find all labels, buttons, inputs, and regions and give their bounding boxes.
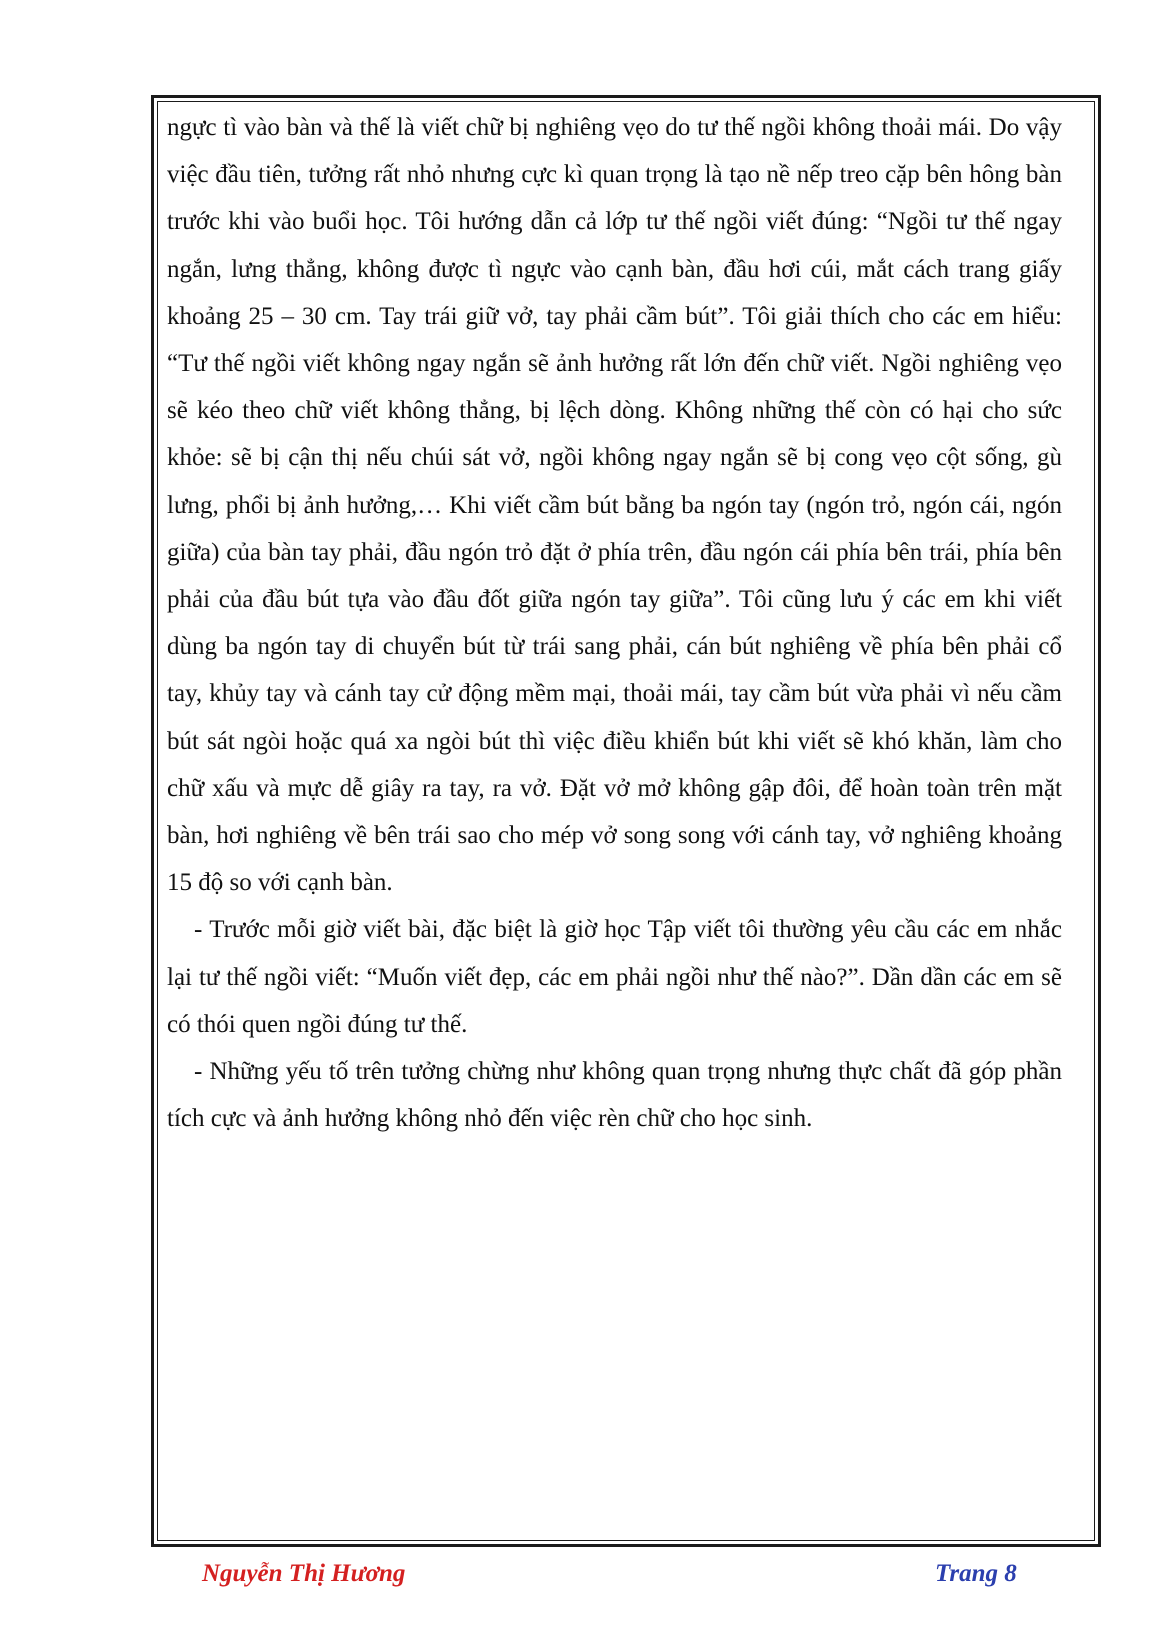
paragraph-bullet-posture-reminder: - Trước mỗi giờ viết bài, đặc biệt là giờ học Tập viết tôi thường yêu cầu các em nhắc lại tư thế ngồi viết: “Muốn viết đẹp, các em phải ngồi như thế nào?”. Dần dần các em sẽ có thói quen ngồi đúng tư thế. [167, 916, 1062, 1038]
document-body [167, 104, 1062, 1142]
footer-page-number: Trang 8 [935, 1560, 1017, 1587]
paragraph-bullet-conclusion: - Những yếu tố trên tưởng chừng như không quan trọng nhưng thực chất đã góp phần tích cực và ảnh hưởng không nhỏ đến việc rèn chữ cho học sinh. [167, 1058, 1062, 1133]
paragraph-continuation: ngực tì vào bàn và thế là viết chữ bị nghiêng vẹo do tư thế ngồi không thoải mái. Do vậy việc đầu tiên, tưởng rất nhỏ nhưng cực kì quan trọng là tạo nề nếp treo cặp bên hông bàn trước khi vào buổi học. Tôi hướng dẫn cả lớp tư thế ngồi viết đúng: “Ngồi tư thế ngay ngắn, lưng thẳng, không được tì ngực vào cạnh bàn, đầu hơi cúi, mắt cách trang giấy khoảng 25 – 30 cm. Tay trái giữ vở, tay phải cầm bút”. Tôi giải thích cho các em hiểu: “Tư thế ngồi viết không ngay ngắn sẽ ảnh hưởng rất lớn đến chữ viết. Ngồi nghiêng vẹo sẽ kéo theo chữ viết không thẳng, bị lệch dòng. Không những thế còn có hại cho sức khỏe: sẽ bị cận thị nếu chúi sát vở, ngồi không ngay ngắn sẽ bị cong vẹo cột sống, gù lưng, phổi bị ảnh hưởng,… Khi viết cầm bút bằng ba ngón tay (ngón trỏ, ngón cái, ngón giữa) của bàn tay phải, đầu ngón trỏ đặt ở phía trên, đầu ngón cái phía bên trái, phía bên phải của đầu bút tựa vào đầu đốt giữa ngón tay giữa”. Tôi cũng lưu ý các em khi viết dùng ba ngón tay di chuyển bút từ trái sang phải, cán bút nghiêng về phía bên phải cổ tay, khủy tay và cánh tay cử động mềm mại, thoải mái, tay cầm bút vừa phải vì nếu cầm bút sát ngòi hoặc quá xa ngòi bút thì việc điều khiển bút khi viết sẽ khó khăn, làm cho chữ xấu và mực dễ giây ra tay, ra vở. Đặt vở mở không gập đôi, để hoàn toàn trên mặt bàn, hơi nghiêng về bên trái sao cho mép vở song song với cánh tay, vở nghiêng khoảng 15 độ so với cạnh bàn. [167, 114, 1062, 897]
footer-author: Nguyễn Thị Hương [202, 1560, 406, 1587]
